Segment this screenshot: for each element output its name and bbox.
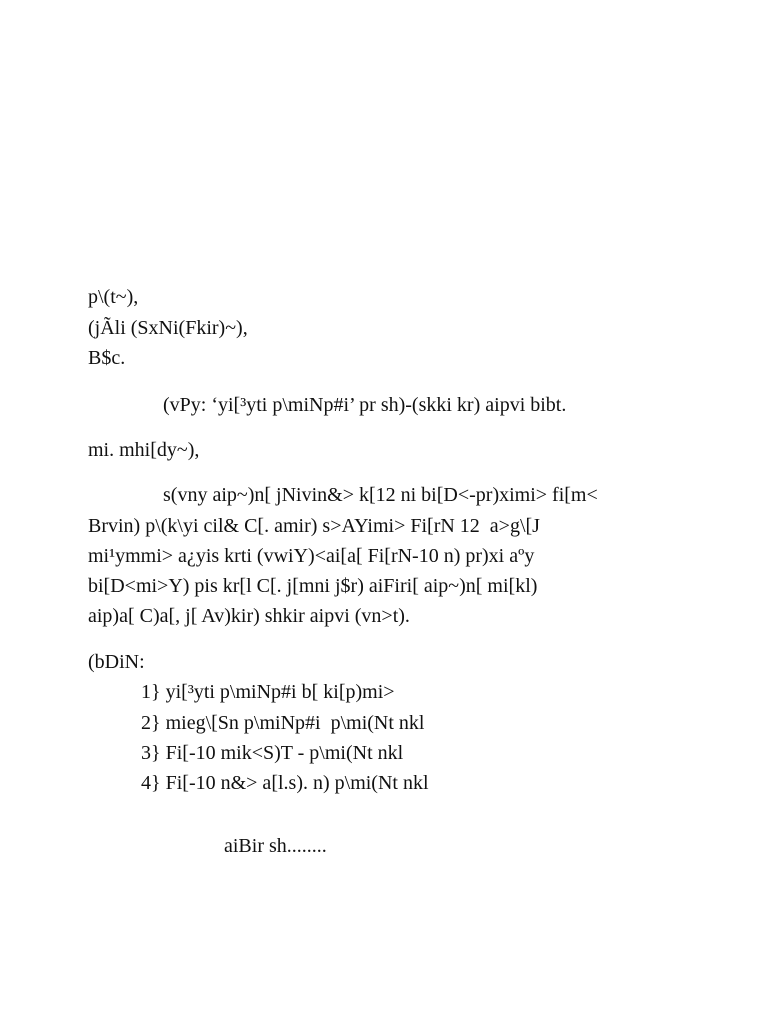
body-line-3: mi¹ymmi> a¿yis krti (vwiY)<ai[a[ Fi[rN-10 n) pr)xi aºy xyxy=(88,545,535,567)
subject-line: (vPy: ‘yi[³yti p\miNp#i’ pr sh)-(skki kr) aipvi bibt. xyxy=(163,394,567,416)
enclosure-item-3: 3} Fi[-10 mik<S)T - p\mi(Nt nkl xyxy=(141,742,404,764)
enclosure-item-1: 1} yi[³yti p\miNp#i b[ ki[p)mi> xyxy=(141,681,395,703)
body-line-1: s(vny aip~)n[ jNivin&> k[12 ni bi[D<-pr)ximi> fi[m< xyxy=(163,484,598,506)
enclosure-item-4: 4} Fi[-10 n&> a[l.s). n) p\mi(Nt nkl xyxy=(141,772,429,794)
body-line-2: Brvin) p\(k\yi cil& C[. amir) s>AYimi> Fi[rN 12 a>g\[J xyxy=(88,515,540,537)
body-line-4: bi[D<mi>Y) pis kr[l C[. j[mni j$r) aiFiri[ aip~)n[ mi[kl) xyxy=(88,575,538,597)
address-line-1: p\(t~), xyxy=(88,286,139,308)
address-line-3: B$c. xyxy=(88,347,126,369)
address-line-2: (jÃli (SxNi(Fkir)~), xyxy=(88,317,248,339)
signoff: aiBir sh........ xyxy=(224,835,327,857)
salutation: mi. mhi[dy~), xyxy=(88,439,200,461)
enclosure-item-2: 2} mieg\[Sn p\miNp#i p\mi(Nt nkl xyxy=(141,712,425,734)
body-line-5: aip)a[ C)a[, j[ Av)kir) shkir aipvi (vn>t). xyxy=(88,605,410,627)
enclosures-label: (bDiN: xyxy=(88,651,145,673)
